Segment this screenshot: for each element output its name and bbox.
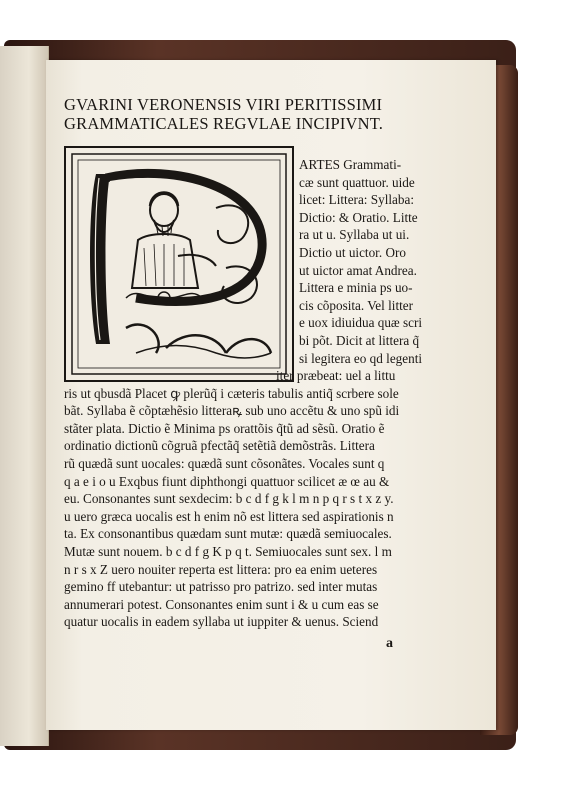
text-line: annumerari potest. Consonantes enim sunt i & u cum eas se <box>64 596 379 612</box>
text-line: bi põt. Dicit at littera q̃ <box>299 332 420 348</box>
left-page <box>0 46 49 746</box>
text-line: Dictio ut uictor. Oro <box>299 244 406 260</box>
body-text <box>64 367 440 631</box>
initial-side-text <box>299 156 439 367</box>
text-line: gemino ff utebantur: ut patrisso pro patrizo. sed inter mutas <box>64 579 378 595</box>
text-line: e uox idiuidua quæ scri <box>299 315 423 331</box>
text-line: Littera e minia ps uo- <box>299 280 413 296</box>
text-line: Dictio: & Oratio. Litte <box>299 209 418 225</box>
text-line: stãter plata. Dictio ẽ Minima ps orattõis q̃tũ ad sẽsũ. Oratio ẽ <box>64 420 385 436</box>
woodcut-initial-p <box>64 146 294 382</box>
text-line: si legitera eo qd legenti <box>299 350 423 366</box>
text-line: rũ quædã sunt uocales: quædã sunt cõsonãtes. Vocales sunt q <box>64 455 385 471</box>
text-line: Mutæ sunt nouem. b c d f g K p q t. Semiuocales sunt sex. l m <box>64 543 392 559</box>
text-line: u uero græca uocalis est h enim nõ est littera sed aspirationis n <box>64 508 394 524</box>
text-line: n r s x Z uero nouiter reperta est littera: pro ea enim ueteres <box>64 561 378 577</box>
text-line: bãt. Syllaba ẽ cõptæhẽsio litteraꝶ sub uno accẽtu & uno spũ idi <box>64 403 400 419</box>
text-line: ris ut qbusdã Placet ꝙ plerũq̃ i cæteris tabulis antiq̃ scrbere sole <box>64 385 399 401</box>
woodcut-illustration <box>66 148 292 380</box>
text-line: ARTES Grammati- <box>299 157 402 172</box>
heading-line: GRAMMATICALES REGVLAE INCIPIVNT. <box>64 114 384 133</box>
text-line: cis cõposita. Vel litter <box>299 297 414 313</box>
signature-mark: a <box>386 636 393 651</box>
text-line: cæ sunt quattuor. uide <box>299 174 415 190</box>
text-line: ta. Ex consonantibus quædam sunt mutæ: quædã semiuocales. <box>64 526 392 542</box>
text-line: ordinatio dictionũ cõgruã pfectãq̃ setẽtiã demõstrãs. Littera <box>64 438 375 454</box>
text-line: ut uictor amat Andrea. <box>299 262 417 278</box>
text-line: quatur uocalis in eadem syllaba ut iuppiter & uenus. Sciend <box>64 614 379 630</box>
page-heading <box>64 95 434 133</box>
text-line: q a e i o u Exqbus fiunt diphthongi quattuor scilicet æ œ au & <box>64 473 390 489</box>
text-line: eu. Consonantes sunt sexdecim: b c d f g k l m n p q r s t x z y. <box>64 491 394 507</box>
text-line: iter præbeat: uel a littu <box>276 368 396 383</box>
heading-line: GVARINI VERONENSIS VIRI PERITISSIMI <box>64 95 383 114</box>
text-line: ra ut u. Syllaba ut ui. <box>299 227 410 243</box>
text-line: licet: Littera: Syllaba: <box>299 192 414 208</box>
